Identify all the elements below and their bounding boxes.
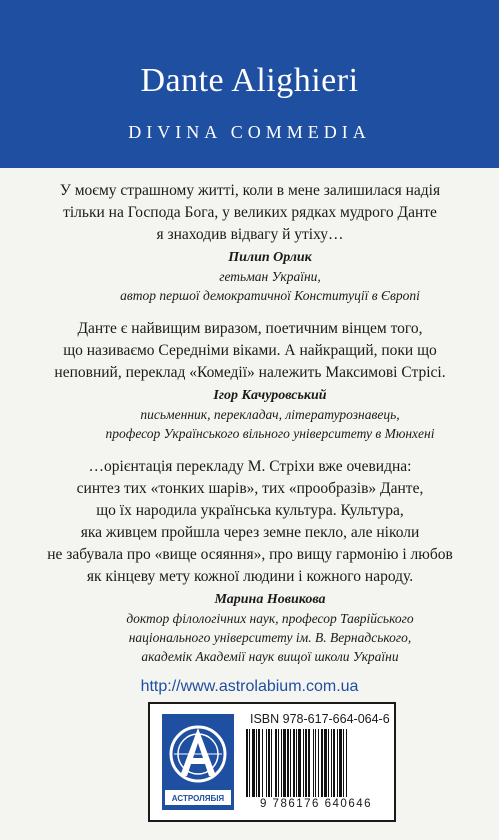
publisher-box: [148, 702, 396, 822]
barcode-bar: [315, 729, 316, 797]
barcode-bar: [343, 729, 344, 797]
barcode-bar: [333, 729, 335, 797]
quote-line: як кінцеву мету кожної людини і кожного народу.: [86, 568, 414, 585]
barcode-bar: [258, 729, 260, 797]
barcode-bar: [293, 729, 295, 797]
barcode-bar: [313, 729, 314, 797]
quote-line: синтез тих «тонких шарів», тих «прообразів» Данте,: [76, 480, 424, 497]
barcode-bar: [275, 729, 277, 797]
attribution-name: Пилип Орлик: [228, 250, 312, 265]
quote-attribution: [30, 248, 470, 305]
isbn-number: ISBN 978-617-664-064-6: [250, 712, 390, 726]
attribution-credential: професор Українського вільного університету в Мюнхені: [105, 426, 435, 441]
attribution-name: Ігор Качуровський: [213, 388, 327, 403]
barcode-bar: [256, 729, 257, 797]
quote-line: я знаходив відвагу й утіху…: [156, 226, 344, 243]
attribution-credential: національного університету ім. В. Вернадського,: [128, 630, 412, 645]
quote-line: …орієнтація перекладу М. Стріхи вже очевидна:: [88, 458, 412, 475]
quote-line: тільки на Господа Бога, у великих рядках мудрого Данте: [63, 204, 437, 221]
barcode-bar: [346, 729, 347, 797]
barcode-bar: [268, 729, 270, 797]
barcode-bar: [296, 729, 297, 797]
barcode-bar: [283, 729, 286, 797]
quote-block: [30, 318, 470, 443]
barcode-bar: [287, 729, 289, 797]
barcode-bar: [324, 729, 327, 797]
logo-text: АСТРОЛЯБІЯ: [171, 794, 225, 803]
barcode-bar: [252, 729, 255, 797]
quote-line: не забувала про «вище осяяння», про вищу гармонію і любов: [47, 546, 453, 563]
barcode-bar: [249, 729, 250, 797]
quote-line: що називаємо Середніми віками. А найкращий, поки що: [63, 342, 437, 359]
barcode-bar: [246, 729, 248, 797]
barcode-bar: [321, 729, 323, 797]
cover-header: [0, 0, 499, 168]
barcode-bar: [337, 729, 338, 797]
quote-line: Данте є найвищим виразом, поетичним вінцем того,: [77, 320, 423, 337]
quote-block: [30, 456, 470, 666]
attribution-credential: доктор філологічних наук, професор Таврійського: [126, 611, 414, 626]
barcode-bar: [305, 729, 307, 797]
attribution-credential: гетьман України,: [219, 269, 321, 284]
barcode-bar: [318, 729, 319, 797]
quote-block: [30, 180, 470, 305]
attribution-name: Марина Новикова: [214, 592, 326, 607]
barcode-bar: [266, 729, 267, 797]
barcode-bar: [278, 729, 279, 797]
barcode-bar: [308, 729, 310, 797]
barcode-bar: [290, 729, 291, 797]
barcode-digits: 9 786176 640646: [259, 798, 373, 810]
quote-attribution: [30, 386, 470, 443]
barcode-bar: [262, 729, 263, 797]
quote-line: У моєму страшному житті, коли в мене залишилася надія: [59, 182, 441, 199]
attribution-credential: академік Академії наук вищої школи України: [141, 649, 399, 664]
barcode-bar: [281, 729, 282, 797]
barcode: [246, 729, 384, 797]
barcode-bar: [331, 729, 332, 797]
quote-line: яка живцем пройшла через земне пекло, але ніколи: [80, 524, 420, 541]
book-title: DIVINA COMMEDIA: [128, 122, 371, 142]
quote-attribution: [30, 590, 470, 666]
quote-line: неповний, переклад «Комедії» належить Максимові Стрісі.: [54, 364, 446, 381]
attribution-credential: автор першої демократичної Конституції в Європі: [120, 288, 420, 303]
author-name: Dante Alighieri: [140, 62, 359, 99]
astrolabe-logo-icon: [162, 714, 234, 810]
publisher-url[interactable]: http://www.astrolabium.com.ua: [140, 678, 359, 695]
barcode-bar: [298, 729, 301, 797]
barcode-bar: [328, 729, 329, 797]
barcode-bar: [303, 729, 304, 797]
barcode-bar: [271, 729, 272, 797]
quote-line: що їх народила українська культура. Культура,: [96, 502, 404, 519]
attribution-credential: письменник, перекладач, літературознавець,: [140, 407, 400, 422]
barcode-bar: [339, 729, 342, 797]
